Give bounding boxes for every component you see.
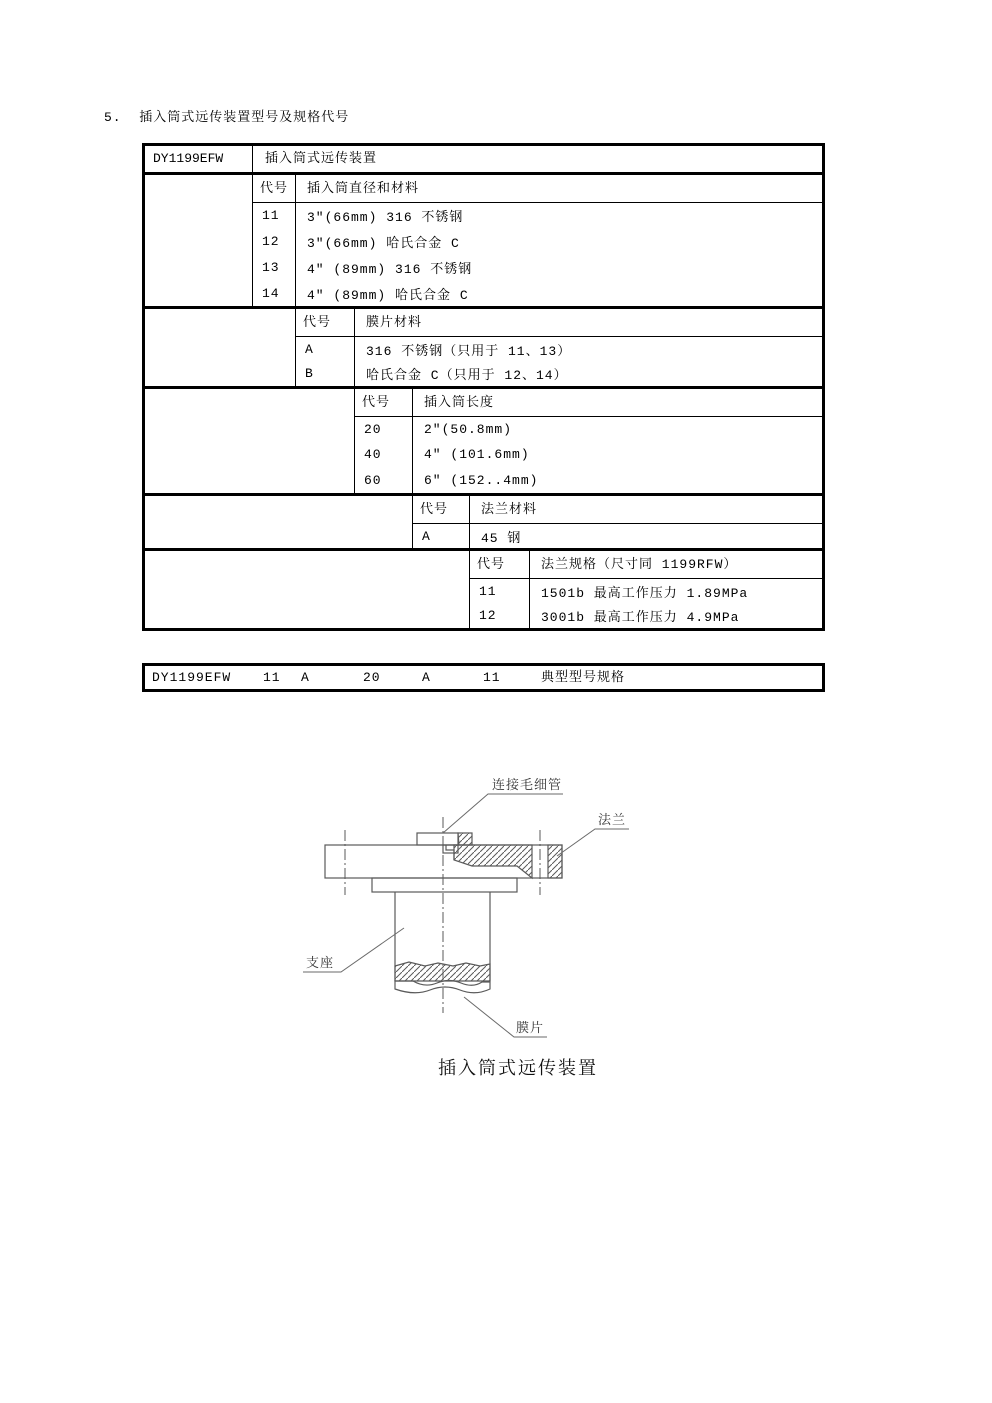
code-cell: 11 <box>479 583 497 599</box>
capillary-leader-line <box>443 794 563 833</box>
table-row <box>354 422 822 437</box>
hatched-wedge <box>458 833 472 845</box>
desc-cell: 4″ (89mm) 316 不锈钢 <box>307 261 473 277</box>
table-row <box>469 582 822 601</box>
code-cell: 14 <box>262 285 280 301</box>
desc-cell: 45 钢 <box>481 530 522 546</box>
page-title: 5. 插入筒式远传装置型号及规格代号 <box>104 110 350 125</box>
table-row <box>252 232 822 251</box>
code-cell: B <box>305 366 314 382</box>
section-title-cell: 插入筒直径和材料 <box>307 181 420 196</box>
section-flange-spec <box>145 551 822 628</box>
desc-cell: 4″ (89mm) 哈氏合金 C <box>307 287 469 303</box>
capillary-connector <box>417 833 458 845</box>
table-row-model <box>145 146 822 175</box>
section-title-cell: 插入筒长度 <box>424 395 495 410</box>
typical-code-5: 11 <box>483 670 501 685</box>
code-header-cell: 代号 <box>477 557 506 572</box>
table-row <box>354 447 822 462</box>
section-title-cell: 法兰材料 <box>481 502 538 517</box>
table-row <box>295 340 822 359</box>
code-header-cell: 代号 <box>362 395 391 410</box>
flange-rim-hatched <box>548 845 562 878</box>
code-cell: 60 <box>364 472 382 488</box>
section-title-cell: 法兰规格（尺寸同 1199RFW） <box>541 557 738 572</box>
code-cell: 12 <box>262 234 280 250</box>
divider <box>252 146 253 172</box>
desc-cell: 6″ (152..4mm) <box>424 472 539 488</box>
support-label: 支座 <box>306 956 335 971</box>
code-cell: A <box>305 341 314 357</box>
table-row <box>469 606 822 625</box>
section-diaphragm-material <box>145 309 822 389</box>
desc-cell: 1501b 最高工作压力 1.89MPa <box>541 585 749 601</box>
section-tube-length <box>145 389 822 496</box>
code-header-cell: 代号 <box>260 181 289 196</box>
desc-cell: 3001b 最高工作压力 4.9MPa <box>541 610 740 626</box>
desc-cell: 2″(50.8mm) <box>424 422 513 438</box>
table-row <box>252 284 822 303</box>
model-spec-table <box>142 143 825 631</box>
typical-code-2: A <box>301 670 310 685</box>
flange-hub <box>372 878 517 892</box>
code-cell: 11 <box>262 208 280 224</box>
code-header-cell: 代号 <box>303 315 332 330</box>
table-row <box>252 206 822 225</box>
typical-code-3: 20 <box>363 670 381 685</box>
code-cell: A <box>422 528 431 544</box>
typical-model-code: DY1199EFW <box>152 670 232 685</box>
desc-cell: 哈氏合金 C（只用于 12、14） <box>366 368 568 384</box>
table-row <box>252 258 822 277</box>
code-cell: 12 <box>479 608 497 624</box>
table-row <box>412 527 822 546</box>
typical-model-label: 典型型号规格 <box>541 670 626 685</box>
code-cell: 13 <box>262 259 280 275</box>
desc-cell: 3″(66mm) 316 不锈钢 <box>307 210 464 226</box>
desc-cell: 4″ (101.6mm) <box>424 447 530 463</box>
section-rows <box>354 417 822 493</box>
section-rows <box>252 203 822 306</box>
device-section-diagram <box>300 768 645 1086</box>
diagram-caption: 插入筒式远传装置 <box>438 1060 598 1080</box>
flange-hatched-section <box>454 845 532 878</box>
table-row <box>295 364 822 383</box>
model-name-cell: 插入筒式远传装置 <box>265 151 378 166</box>
typical-code-4: A <box>422 670 431 685</box>
flange-leader-line <box>557 829 629 856</box>
code-cell: 40 <box>364 447 382 463</box>
typical-model-table <box>142 663 825 692</box>
tube-hatched-section <box>395 962 490 981</box>
code-cell: 20 <box>364 422 382 438</box>
desc-cell: 316 不锈钢（只用于 11、13） <box>366 343 572 359</box>
section-tube-diameter <box>145 175 822 309</box>
flange-label: 法兰 <box>598 813 627 828</box>
section-rows <box>412 524 822 548</box>
code-header-cell: 代号 <box>420 502 449 517</box>
section-title-cell: 膜片材料 <box>366 315 423 330</box>
desc-cell: 3″(66mm) 哈氏合金 C <box>307 236 460 252</box>
table-row <box>354 473 822 488</box>
model-code-cell: DY1199EFW <box>153 151 224 166</box>
typical-code-1: 11 <box>263 670 281 685</box>
section-flange-material <box>145 496 822 551</box>
section-rows <box>295 337 822 386</box>
diaphragm-label: 膜片 <box>516 1021 545 1036</box>
capillary-label: 连接毛细管 <box>492 778 563 793</box>
section-rows <box>469 579 822 628</box>
